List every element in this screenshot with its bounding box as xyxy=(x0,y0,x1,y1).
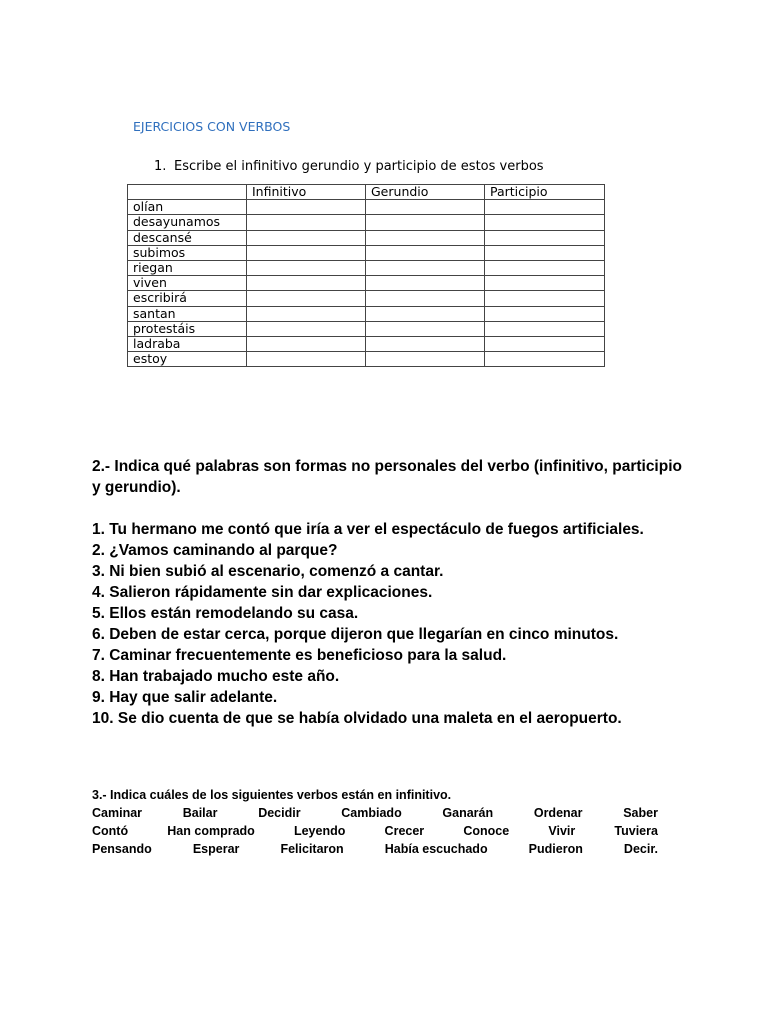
sentence-item: 9. Hay que salir adelante. xyxy=(92,689,278,706)
answer-cell[interactable] xyxy=(247,245,366,260)
verb-cell: escribirá xyxy=(128,291,247,306)
answer-cell[interactable] xyxy=(485,291,605,306)
table-row xyxy=(128,200,605,215)
sentence-item: 5. Ellos están remodelando su casa. xyxy=(92,605,359,622)
verb-word: Crecer xyxy=(384,824,425,838)
table-row xyxy=(128,321,605,336)
verb-word: Leyendo xyxy=(293,824,346,838)
exercise2-title: 2.- Indica qué palabras son formas no personales del verbo (infinitivo, participio y gerundio). xyxy=(92,458,682,496)
answer-cell[interactable] xyxy=(366,260,485,275)
answer-cell[interactable] xyxy=(366,200,485,215)
verb-word: Había escuchado xyxy=(384,842,488,856)
verb-cell: desayunamos xyxy=(128,215,247,230)
answer-cell[interactable] xyxy=(247,276,366,291)
answer-cell[interactable] xyxy=(247,306,366,321)
answer-cell[interactable] xyxy=(247,215,366,230)
answer-cell[interactable] xyxy=(485,306,605,321)
answer-cell[interactable] xyxy=(485,352,605,367)
verb-word: Conoce xyxy=(463,824,510,838)
sentence-item: 3. Ni bien subió al escenario, comenzó a cantar. xyxy=(92,563,444,580)
table-row xyxy=(128,276,605,291)
verb-word: Contó xyxy=(92,824,129,838)
answer-cell[interactable] xyxy=(247,200,366,215)
verb-word: Decidir xyxy=(258,806,301,820)
verb-table xyxy=(127,184,605,367)
sentence-item: 6. Deben de estar cerca, porque dijeron que llegarían en cinco minutos. xyxy=(92,626,619,643)
exercise2 xyxy=(92,456,692,729)
answer-cell[interactable] xyxy=(485,245,605,260)
answer-cell[interactable] xyxy=(485,336,605,351)
answer-cell[interactable] xyxy=(366,215,485,230)
answer-cell[interactable] xyxy=(485,321,605,336)
exercise3 xyxy=(92,786,658,858)
table-row xyxy=(128,336,605,351)
verb-cell: subimos xyxy=(128,245,247,260)
verb-word: Caminar xyxy=(92,806,143,820)
verb-cell: estoy xyxy=(128,352,247,367)
verb-cell: descansé xyxy=(128,230,247,245)
verb-word-row xyxy=(92,804,658,822)
verb-cell: protestáis xyxy=(128,321,247,336)
verb-word: Cambiado xyxy=(341,806,402,820)
table-header-cell: Infinitivo xyxy=(247,185,366,200)
answer-cell[interactable] xyxy=(485,230,605,245)
verb-cell: olían xyxy=(128,200,247,215)
sentence-list xyxy=(92,519,692,729)
verb-word: Esperar xyxy=(192,842,240,856)
sentence-item: 4. Salieron rápidamente sin dar explicaciones. xyxy=(92,584,433,601)
verb-word: Saber xyxy=(623,806,658,820)
answer-cell[interactable] xyxy=(485,260,605,275)
sentence-item: 10. Se dio cuenta de que se había olvidado una maleta en el aeropuerto. xyxy=(92,710,622,727)
verb-word: Vivir xyxy=(548,824,576,838)
answer-cell[interactable] xyxy=(366,352,485,367)
verb-cell: ladraba xyxy=(128,336,247,351)
table-header-cell: Participio xyxy=(485,185,605,200)
answer-cell[interactable] xyxy=(247,230,366,245)
answer-cell[interactable] xyxy=(366,245,485,260)
answer-cell[interactable] xyxy=(247,321,366,336)
answer-cell[interactable] xyxy=(247,352,366,367)
answer-cell[interactable] xyxy=(366,230,485,245)
exercise1-instruction xyxy=(154,159,544,174)
table-row xyxy=(128,215,605,230)
sentence-item: 1. Tu hermano me contó que iría a ver el espectáculo de fuegos artificiales. xyxy=(92,521,644,538)
answer-cell[interactable] xyxy=(366,321,485,336)
verb-word: Ordenar xyxy=(533,806,583,820)
table-row xyxy=(128,245,605,260)
exercise1-number: 1. xyxy=(154,159,167,174)
verb-word-grid xyxy=(92,804,658,858)
answer-cell[interactable] xyxy=(366,276,485,291)
table-row xyxy=(128,306,605,321)
verb-word-row xyxy=(92,840,658,858)
verb-cell: riegan xyxy=(128,260,247,275)
answer-cell[interactable] xyxy=(247,291,366,306)
verb-word: Felicitaron xyxy=(280,842,344,856)
answer-cell[interactable] xyxy=(485,215,605,230)
answer-cell[interactable] xyxy=(366,306,485,321)
answer-cell[interactable] xyxy=(247,336,366,351)
answer-cell[interactable] xyxy=(247,260,366,275)
answer-cell[interactable] xyxy=(366,291,485,306)
table-row xyxy=(128,352,605,367)
exercise1-instruction-text: Escribe el infinitivo gerundio y participio de estos verbos xyxy=(174,159,544,174)
verb-word-row xyxy=(92,822,658,840)
page-heading: EJERCICIOS CON VERBOS xyxy=(133,119,291,134)
verb-word: Tuviera xyxy=(614,824,658,838)
table-header-row xyxy=(128,185,605,200)
table-header-cell: Gerundio xyxy=(366,185,485,200)
verb-word: Pudieron xyxy=(528,842,583,856)
verb-word: Pensando xyxy=(92,842,152,856)
table-row xyxy=(128,230,605,245)
verb-word: Bailar xyxy=(182,806,218,820)
verb-word: Han comprado xyxy=(167,824,255,838)
verb-word: Decir. xyxy=(623,842,658,856)
answer-cell[interactable] xyxy=(485,200,605,215)
verb-cell: viven xyxy=(128,276,247,291)
sentence-item: 8. Han trabajado mucho este año. xyxy=(92,668,340,685)
table-row xyxy=(128,260,605,275)
table-row xyxy=(128,291,605,306)
table-header-cell xyxy=(128,185,247,200)
answer-cell[interactable] xyxy=(366,336,485,351)
sentence-item: 7. Caminar frecuentemente es beneficioso para la salud. xyxy=(92,647,507,664)
answer-cell[interactable] xyxy=(485,276,605,291)
sentence-item: 2. ¿Vamos caminando al parque? xyxy=(92,542,338,559)
exercise3-title: 3.- Indica cuáles de los siguientes verbos están en infinitivo. xyxy=(92,788,452,802)
verb-cell: santan xyxy=(128,306,247,321)
verb-word: Ganarán xyxy=(442,806,494,820)
